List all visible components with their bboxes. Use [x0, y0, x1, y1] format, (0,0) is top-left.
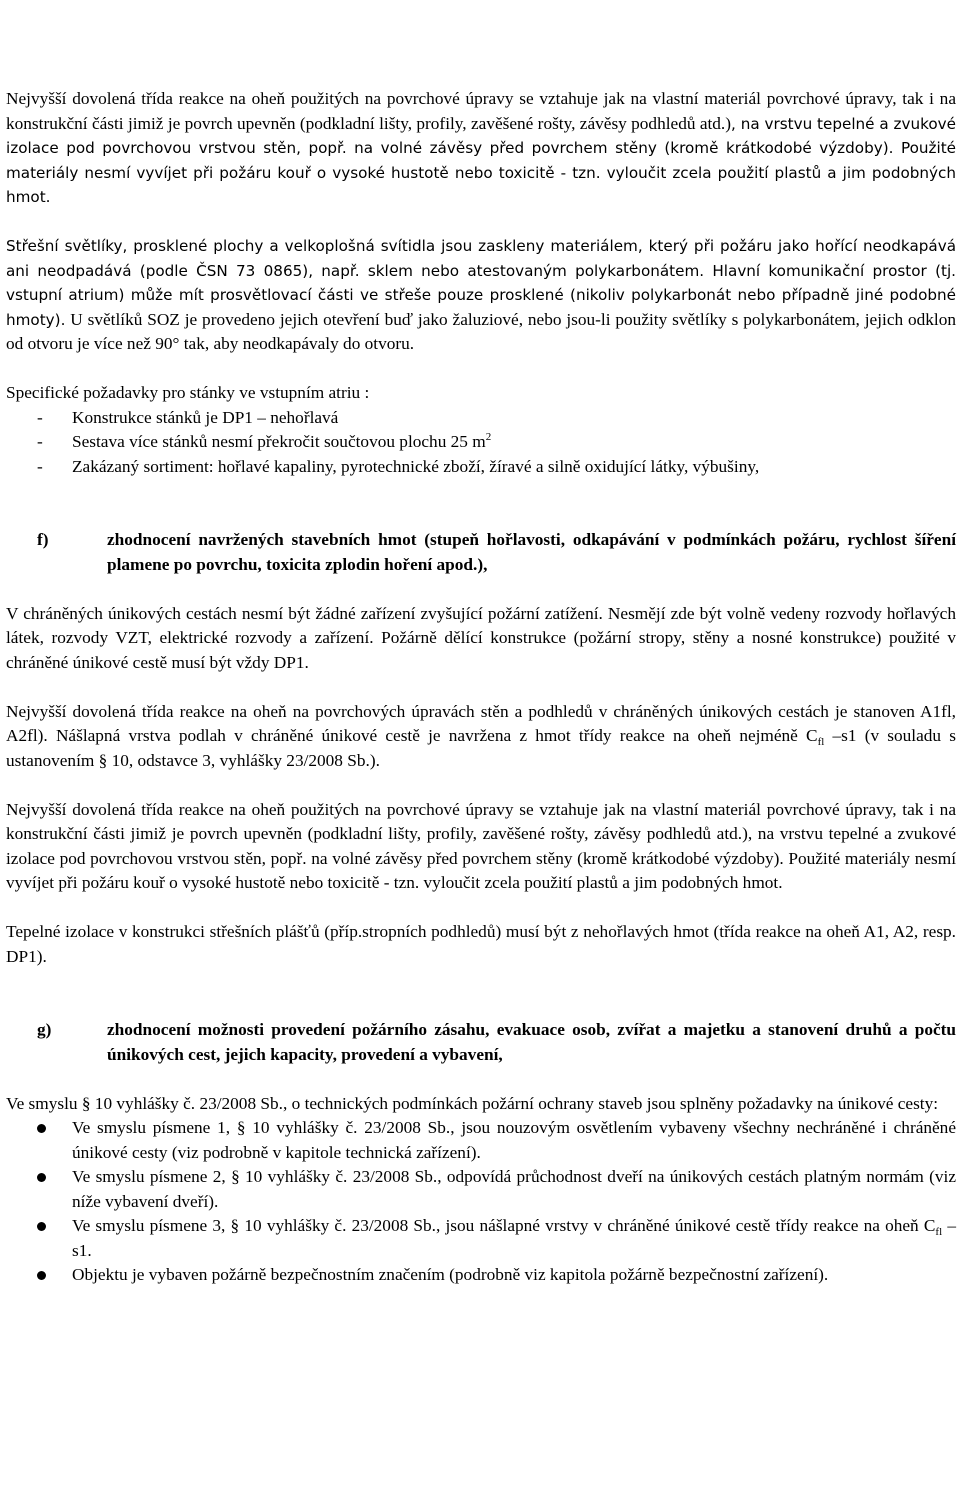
section-heading-f — [6, 528, 956, 577]
dash-marker: - — [37, 456, 43, 476]
paragraph-reaction-class — [6, 87, 956, 210]
list-item-text: Sestava více stánků nesmí překročit součtovou plochu 25 m — [72, 432, 486, 451]
stands-intro: Specifické požadavky pro stánky ve vstupním atriu : — [6, 383, 370, 402]
requirements-list — [6, 1116, 956, 1288]
list-item — [6, 430, 956, 455]
paragraph-regulation: Ve smyslu § 10 vyhlášky č. 23/2008 Sb., o technických podmínkách požární ochrany staveb jsou splněny požadavky na únikové cesty: — [6, 1093, 939, 1113]
subscript: fl — [935, 1226, 943, 1238]
list-item — [6, 1214, 956, 1263]
paragraph-text-sans: Střešní světlíky, prosklené plochy a velkoplošná svítidla jsou zaskleny materiálem, který při požáru jako hořící neodkapává ani neodpadává (podle ČSN 73 0865), např. sklem nebo atestovaným polykarbonátem. Hlavní komunikační prostor (tj. vstupní atrium) může mít prosvětlovací části ve střeše pouze prosklené (nikoliv polykarbonát nebo případně jiné podobné hmoty). — [6, 237, 956, 329]
bullet-icon — [37, 1222, 46, 1231]
list-item — [6, 1116, 956, 1165]
list-item — [6, 406, 956, 431]
list-item-text: – s1. — [72, 1216, 956, 1260]
list-item-text: Konstrukce stánků je DP1 – nehořlavá — [72, 407, 339, 427]
section-marker: g) — [37, 1020, 52, 1039]
paragraph-text: –s1 (v souladu s ustanovením § 10, odstavce 3, vyhlášky 23/2008 Sb.). — [6, 726, 956, 770]
dash-marker: - — [37, 432, 43, 451]
bullet-icon — [37, 1271, 46, 1280]
list-item-text: Zakázaný sortiment: hořlavé kapaliny, pyrotechnické zboží, žíravé a silně oxidující látky, výbušiny, — [72, 456, 760, 476]
paragraph-reaction-class-repeat: Nejvyšší dovolená třída reakce na oheň použitých na povrchové úpravy se vztahuje jak na vlastní materiál povrchové úpravy, tak i na konstrukční části jimiž je povrch upevněn (podkladní lišty, profily, zavěšené rošty, závěsy podhledů atd.), na vrstvu tepelné a zvukové izolace pod povrchovou vrstvou stěn, popř. na volné závěsy před povrchem stěny (kromě krátkodobé výzdoby). Použité materiály nesmí vyvíjet při požáru kouř o vysoké hustotě nebo toxicitě - tzn. vyloučit zcela použití plastů a jim podobných hmot. — [6, 799, 956, 892]
list-item — [6, 1165, 956, 1214]
subscript: fl — [817, 736, 825, 748]
list-item-text: Ve smyslu písmene 3, § 10 vyhlášky č. 23/2008 Sb., jsou nášlapné vrstvy v chráněné únikové cestě třídy reakce na oheň C — [72, 1216, 936, 1235]
paragraph-surface-class — [6, 700, 956, 774]
paragraph-escape-routes: V chráněných únikových cestách nesmí být žádné zařízení zvyšující požární zatížení. Nesmějí zde být volně vedeny rozvody hořlavých látek, rozvody VZT, elektrické rozvody a zařízení. Požárně dělící konstrukce (požární stropy, stěny a nosné konstrukce) použité v chráněné únikové cestě musí být vždy DP1. — [6, 603, 956, 672]
superscript: 2 — [485, 431, 492, 443]
document-page — [6, 87, 956, 1288]
list-item — [6, 455, 956, 480]
dash-marker: - — [37, 407, 43, 427]
list-item — [6, 1263, 956, 1288]
paragraph-text-sans: , na vrstvu tepelné a zvukové izolace pod povrchovou vrstvou stěn, popř. na volné závěsy před povrchem stěny (kromě krátkodobé výzdoby). Použité materiály nesmí vyvíjet při požáru kouř o vysoké hustotě nebo toxicitě - tzn. vyloučit zcela použití plastů a jim podobných hmot. — [6, 114, 957, 206]
paragraph-text-serif: U světlíků SOZ je provedeno jejich otevření buď jako žaluziové, nebo jsou-li použity světlíky s polykarbonátem, jejich odklon od otvoru je více než 90° tak, aby neodkapávaly do otvoru. — [6, 309, 956, 353]
section-title: zhodnocení navržených stavebních hmot (stupeň hořlavosti, odkapávání v podmínkách požáru, rychlost šíření plamene po povrchu, toxicita zplodin hoření apod.), — [107, 530, 956, 574]
stands-list — [6, 406, 956, 480]
paragraph-skylights — [6, 234, 956, 357]
list-item-text: Objektu je vybaven požárně bezpečnostním značením (podrobně viz kapitola požárně bezpečnostní zařízení). — [72, 1265, 829, 1284]
paragraph-text-serif: Nejvyšší dovolená třída reakce na oheň použitých na povrchové úpravy se vztahuje jak na vlastní materiál povrchové úpravy, tak i na konstrukční části jimiž je povrch upevněn (podkladní lišty, profily, zavěšené rošty, závěsy podhledů atd.) — [6, 89, 956, 133]
list-item-text: Ve smyslu písmene 1, § 10 vyhlášky č. 23/2008 Sb., jsou nouzovým osvětlením vybaveny všechny nechráněné i chráněné únikové cesty (viz podrobně v kapitole technická zařízení). — [72, 1118, 956, 1162]
section-title: zhodnocení možnosti provedení požárního zásahu, evakuace osob, zvířat a majetku a stanovení druhů a počtu únikových cest, jejich kapacity, provedení a vybavení, — [107, 1020, 956, 1064]
paragraph-text: Nejvyšší dovolená třída reakce na oheň na povrchových úpravách stěn a podhledů v chráněných únikových cestách je stanoven A1fl, A2fl). Nášlapná vrstva podlah v chráněné únikové cestě je navržena z hmot třídy reakce na oheň nejméně C — [6, 701, 956, 745]
paragraph-thermal-insulation: Tepelné izolace v konstrukci střešních plášťů (příp.stropních podhledů) musí být z nehořlavých hmot (třída reakce na oheň A1, A2, resp. DP1). — [6, 922, 956, 966]
bullet-icon — [37, 1124, 46, 1133]
section-heading-g — [6, 1018, 956, 1067]
bullet-icon — [37, 1173, 46, 1182]
list-item-text: Ve smyslu písmene 2, § 10 vyhlášky č. 23/2008 Sb., odpovídá průchodnost dveří na únikových cestách platným normám (viz níže vybavení dveří). — [72, 1167, 956, 1211]
section-marker: f) — [37, 530, 49, 549]
